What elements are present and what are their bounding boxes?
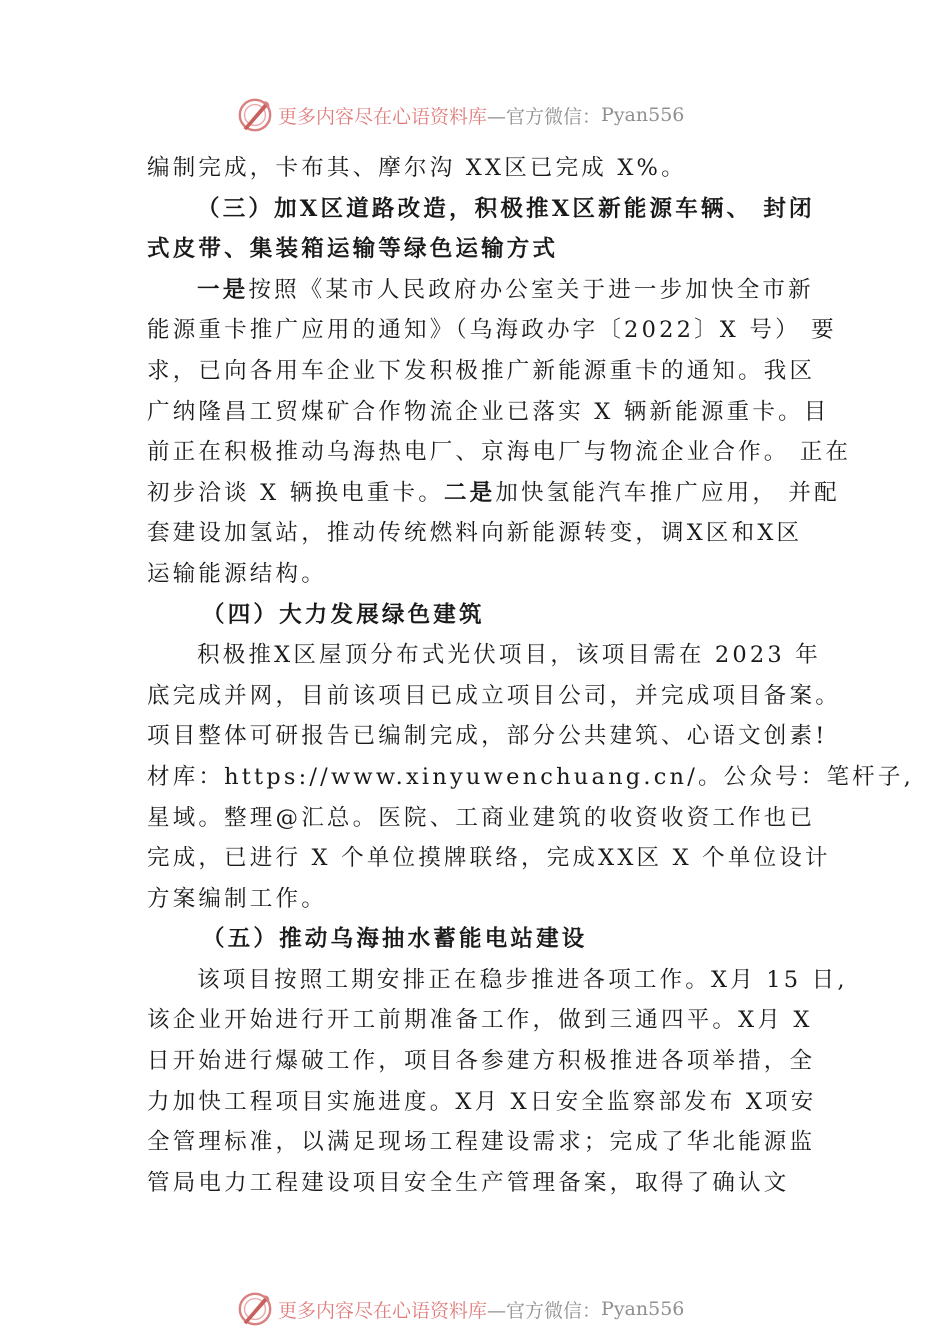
- paragraph-line: 求，已向各用车企业下发积极推广新能源重卡的通知。我区: [147, 357, 816, 384]
- watermark-sub-text: —官方微信：: [487, 105, 602, 128]
- paragraph-line: 能源重卡推广应用的通知》（乌海政办字〔2022〕X 号） 要: [147, 317, 837, 344]
- paragraph-line: 完成，已进行 X 个单位摸牌联络，完成XX区 X 个单位设计: [147, 845, 831, 872]
- paragraph-line: 该项目按照工期安排正在稳步推进各项工作。X月 15 日,: [197, 966, 848, 993]
- text-line: 编制完成，卡布其、摩尔沟 XX区已完成 X%。: [147, 155, 687, 181]
- paragraph-line: 前正在积极推动乌海热电厂、京海电厂与物流企业合作。 正在: [147, 439, 852, 466]
- watermark-sub-text: —官方微信：: [487, 1299, 602, 1322]
- paragraph-line: 管局电力工程建设项目安全生产管理备案，取得了确认文: [147, 1169, 790, 1196]
- paragraph-line: 全管理标准，以满足现场工程建设需求；完成了华北能源监: [147, 1129, 816, 1156]
- paragraph-line: 一是按照《某市人民政府办公室关于进一步加快全市新: [197, 276, 814, 303]
- paragraph-line: 广纳隆昌工贸煤矿合作物流企业已落实 X 辆新能源重卡。目: [147, 398, 830, 425]
- watermark-main-text: 更多内容尽在心语资料库: [278, 105, 488, 128]
- paragraph-line: 力加快工程项目实施进度。X月 X日安全监察部发布 X项安: [147, 1088, 817, 1115]
- document-body: [147, 148, 914, 1203]
- watermark-account: Pyan556: [601, 104, 685, 126]
- paragraph-line: 项目整体可研报告已编制完成，部分公共建筑、心语文创素!: [147, 723, 828, 750]
- paragraph-line: 初步洽谈 X 辆换电重卡。二是加快氢能汽车推广应用， 并配: [147, 479, 840, 506]
- watermark-main-text: 更多内容尽在心语资料库: [278, 1299, 488, 1322]
- lead-marker: 一是: [197, 276, 249, 303]
- watermark-account: Pyan556: [601, 1298, 685, 1320]
- watermark-banner-bottom: [0, 1289, 950, 1329]
- paragraph-line: 积极推X区屋顶分布式光伏项目，该项目需在 2023 年: [197, 642, 821, 669]
- section-heading-3: （三）加X区道路改造，积极推X区新能源车辆、 封闭: [197, 195, 815, 222]
- section-heading-5: （五）推动乌海抽水蓄能电站建设: [202, 926, 588, 953]
- paragraph-line: 套建设加氢站，推动传统燃料向新能源转变，调X区和X区: [147, 520, 803, 547]
- quill-seal-logo-icon: [236, 1290, 274, 1328]
- paragraph-line: 日开始进行爆破工作，项目各参建方积极推进各项举措，全: [147, 1048, 816, 1075]
- paragraph-line: 该企业开始进行开工前期准备工作，做到三通四平。X月 X: [147, 1007, 813, 1034]
- paragraph-line: 底完成并网，目前该项目已成立项目公司，并完成项目备案。: [147, 682, 841, 709]
- paragraph-line: 星域。整理@汇总。医院、工商业建筑的收资收资工作也已: [147, 804, 816, 831]
- lead-marker: 二是: [443, 479, 496, 506]
- quill-seal-logo-icon: [236, 96, 274, 134]
- section-heading-3-cont: 式皮带、集装箱运输等绿色运输方式: [147, 236, 559, 263]
- paragraph-line: 材库：https://www.xinyuwenchuang.cn/。公众号：笔杆子,: [147, 763, 914, 790]
- section-heading-4: （四）大力发展绿色建筑: [202, 601, 485, 628]
- watermark-banner-top: [0, 95, 950, 135]
- paragraph-line: 方案编制工作。: [147, 885, 327, 912]
- paragraph-line: 运输能源结构。: [147, 560, 327, 587]
